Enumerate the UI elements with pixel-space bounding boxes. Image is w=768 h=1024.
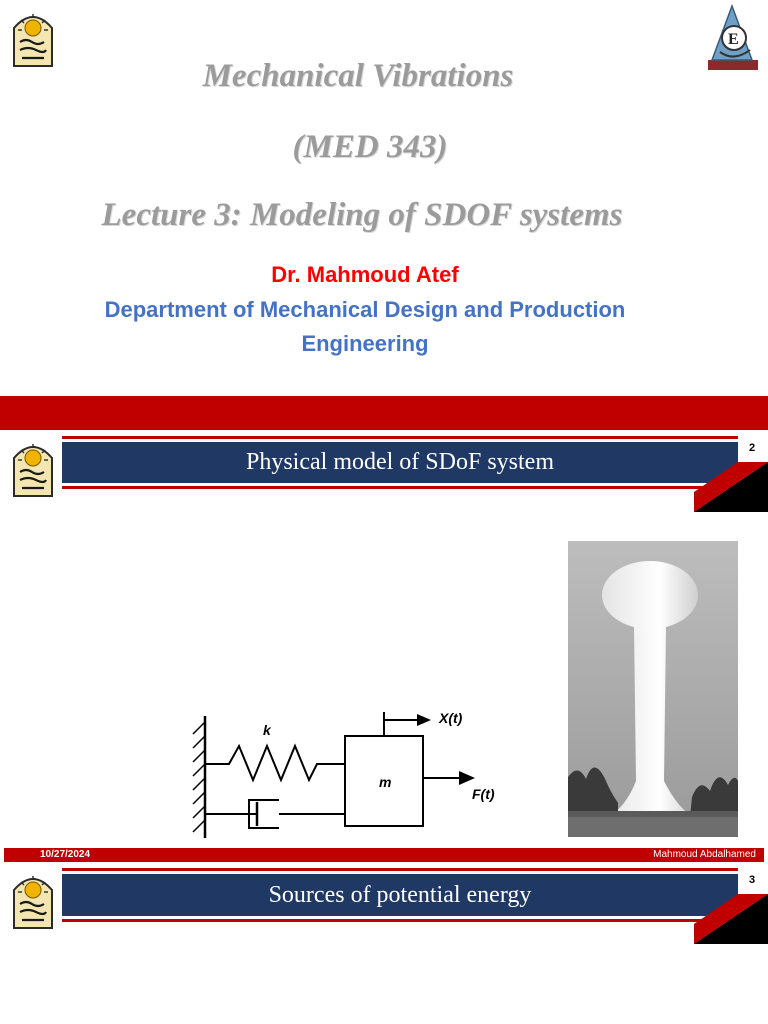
slide-3-title: Sources of potential energy	[62, 871, 738, 919]
course-title: Mechanical Vibrations	[202, 58, 514, 94]
slide-footer	[4, 848, 764, 862]
author-name: Dr. Mahmoud Atef	[271, 262, 459, 287]
footer-presenter: Mahmoud Abdalhamed	[653, 849, 756, 860]
svg-text:E: E	[728, 31, 739, 48]
force-label: F(t)	[472, 786, 495, 802]
department-line-2: Engineering	[301, 331, 429, 356]
university-logo-icon	[10, 868, 56, 930]
footer-date: 10/27/2024	[40, 849, 91, 860]
mass-label: m	[379, 774, 392, 790]
corner-decoration-icon	[694, 894, 768, 944]
university-logo-icon	[10, 436, 56, 498]
corner-decoration-icon	[694, 462, 768, 512]
spring-label: k	[263, 722, 271, 738]
banner-bottom-line	[62, 486, 738, 489]
slide-divider-bar	[0, 396, 768, 430]
slide-2-page-number: 2	[749, 442, 756, 454]
slide-2-title: Physical model of SDoF system	[62, 439, 738, 486]
banner-bottom-line	[62, 919, 738, 922]
department-line-1: Department of Mechanical Design and Production	[104, 297, 626, 322]
course-code: (MED 343)	[292, 129, 448, 165]
lecture-title: Lecture 3: Modeling of SDOF systems	[101, 197, 623, 233]
sdof-diagram	[183, 706, 503, 842]
slide-3-page-number: 3	[749, 874, 756, 886]
water-tower-photo	[568, 541, 738, 837]
displacement-label: X(t)	[439, 710, 463, 726]
slide-3-title-banner	[62, 868, 738, 922]
slide-2-title-banner	[62, 436, 738, 489]
